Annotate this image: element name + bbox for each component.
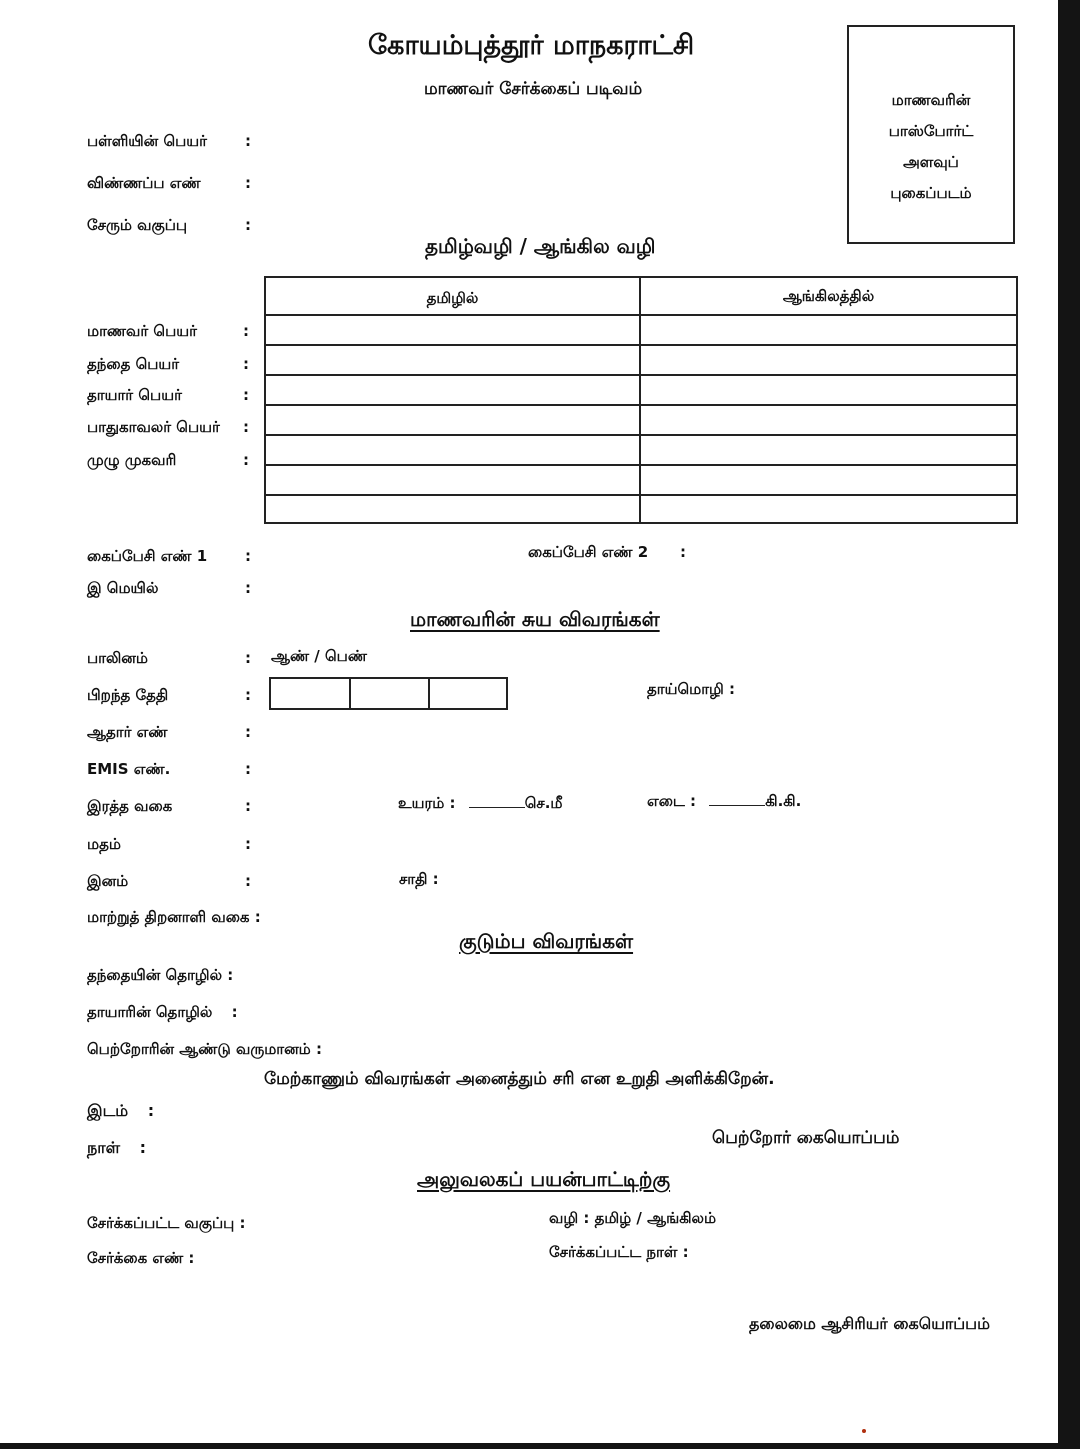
weight-label: எடை :: [647, 792, 697, 810]
colon: :: [245, 686, 251, 704]
gender-label: பாலினம்: [87, 649, 148, 667]
emis-label: EMIS எண்.: [87, 760, 171, 778]
colon: :: [245, 547, 251, 565]
table-row-line: [266, 404, 1016, 406]
email-label: இ மெயில்: [87, 579, 159, 597]
photo-box: [847, 25, 1015, 244]
colon: :: [231, 1003, 238, 1021]
parent-signature-label: பெற்றோர் கையொப்பம்: [712, 1128, 900, 1148]
application-no-label: விண்ணப்ப எண்: [87, 174, 201, 192]
office-heading: அலுவலகப் பயன்பாட்டிற்கு: [417, 1167, 671, 1191]
colon: :: [139, 1138, 147, 1157]
date-field: [87, 1138, 146, 1159]
colon: :: [245, 649, 251, 667]
colon: :: [245, 835, 251, 853]
place-label: இடம்: [87, 1101, 129, 1120]
blood-group-label: இரத்த வகை: [87, 797, 173, 815]
colon: :: [245, 579, 251, 597]
headmaster-signature-label: தலைமை ஆசிரியர் கையொப்பம்: [749, 1314, 990, 1333]
ink-speck: [862, 1429, 866, 1433]
colon: :: [245, 723, 251, 741]
class-joining-label: சேரும் வகுப்பு: [87, 216, 188, 234]
colon: :: [245, 132, 251, 150]
table-row-line: [266, 434, 1016, 436]
dob-divider: [428, 679, 430, 708]
form-subtitle: மாணவர் சேர்க்கைப் படிவம்: [424, 79, 643, 99]
photo-line: பாஸ்போர்ட்: [888, 122, 974, 140]
colon: :: [680, 543, 686, 561]
table-row-line: [266, 314, 1016, 316]
mother-tongue-label: தாய்மொழி :: [647, 680, 736, 698]
declaration-text: மேற்காணும் விவரங்கள் அனைத்தும் சரி என உறுதி அளிக்கிறேன்.: [264, 1069, 775, 1089]
colon: :: [245, 872, 251, 890]
religion-label: மதம்: [87, 835, 121, 853]
father-job-label: தந்தையின் தொழில் :: [87, 966, 234, 984]
colon: :: [245, 760, 251, 778]
height-field: [398, 794, 563, 814]
school-name-label: பள்ளியின் பெயர்: [87, 132, 207, 150]
medium-label: வழி : தமிழ் / ஆங்கிலம்: [549, 1209, 717, 1227]
mother-name-label: தாயார் பெயர்: [87, 386, 182, 404]
colon: :: [245, 216, 251, 234]
dob-boxes: [269, 677, 508, 710]
guardian-name-label: பாதுகாவலர் பெயர்: [87, 418, 220, 436]
colon: :: [243, 451, 249, 469]
mother-job-label: தாயாரின் தொழில்: [87, 1003, 213, 1021]
table-row-line: [266, 344, 1016, 346]
colon: :: [147, 1101, 155, 1120]
photo-line: புகைப்படம்: [890, 184, 972, 202]
mobile2-label: கைப்பேசி எண் 2: [528, 543, 649, 561]
date-label: நாள்: [87, 1138, 121, 1157]
gender-value: ஆண் / பெண்: [271, 647, 367, 665]
father-name-label: தந்தை பெயர்: [87, 355, 180, 373]
weight-blank: [709, 805, 765, 806]
place-field: [87, 1101, 154, 1122]
personal-heading: மாணவரின் சுய விவரங்கள்: [410, 607, 660, 631]
table-row-line: [266, 494, 1016, 496]
weight-field: [647, 792, 801, 812]
dob-label: பிறந்த தேதி: [87, 686, 169, 704]
colon: :: [245, 797, 251, 815]
height-label: உயரம் :: [398, 794, 456, 812]
colon: :: [243, 322, 249, 340]
form-title: கோயம்புத்தூர் மாநகராட்சி: [368, 30, 695, 61]
disability-label: மாற்றுத் திறனாளி வகை :: [87, 908, 261, 926]
admission-no-label: சேர்க்கை எண் :: [87, 1249, 195, 1267]
address-label: முழு முகவரி: [87, 451, 177, 469]
mother-job-field: [87, 1003, 238, 1023]
table-row-line: [266, 374, 1016, 376]
community-label: இனம்: [87, 872, 129, 890]
medium-heading: தமிழ்வழி / ஆங்கில வழி: [425, 234, 656, 258]
student-name-label: மாணவர் பெயர்: [87, 322, 197, 340]
colon: :: [243, 355, 249, 373]
aadhaar-label: ஆதார் எண்: [87, 723, 168, 741]
height-unit: செ.மீ: [524, 794, 563, 812]
weight-unit: கி.கி.: [765, 792, 802, 810]
table-header-english: ஆங்கிலத்தில்: [782, 287, 875, 305]
colon: :: [245, 174, 251, 192]
caste-label: சாதி :: [399, 870, 439, 888]
colon: :: [243, 418, 249, 436]
photo-line: மாணவரின்: [891, 91, 971, 109]
table-row-line: [266, 464, 1016, 466]
mobile1-label: கைப்பேசி எண் 1: [87, 547, 208, 565]
colon: :: [243, 386, 249, 404]
admitted-date-label: சேர்க்கப்பட்ட நாள் :: [549, 1243, 689, 1261]
admitted-class-label: சேர்க்கப்பட்ட வகுப்பு :: [87, 1214, 246, 1232]
dob-divider: [349, 679, 351, 708]
photo-line: அளவுப்: [903, 153, 959, 171]
height-blank: [469, 807, 525, 808]
income-label: பெற்றோரின் ஆண்டு வருமானம் :: [87, 1040, 322, 1058]
family-heading: குடும்ப விவரங்கள்: [459, 929, 634, 953]
name-table: [264, 276, 1018, 524]
table-header-tamil: தமிழில்: [426, 289, 479, 307]
